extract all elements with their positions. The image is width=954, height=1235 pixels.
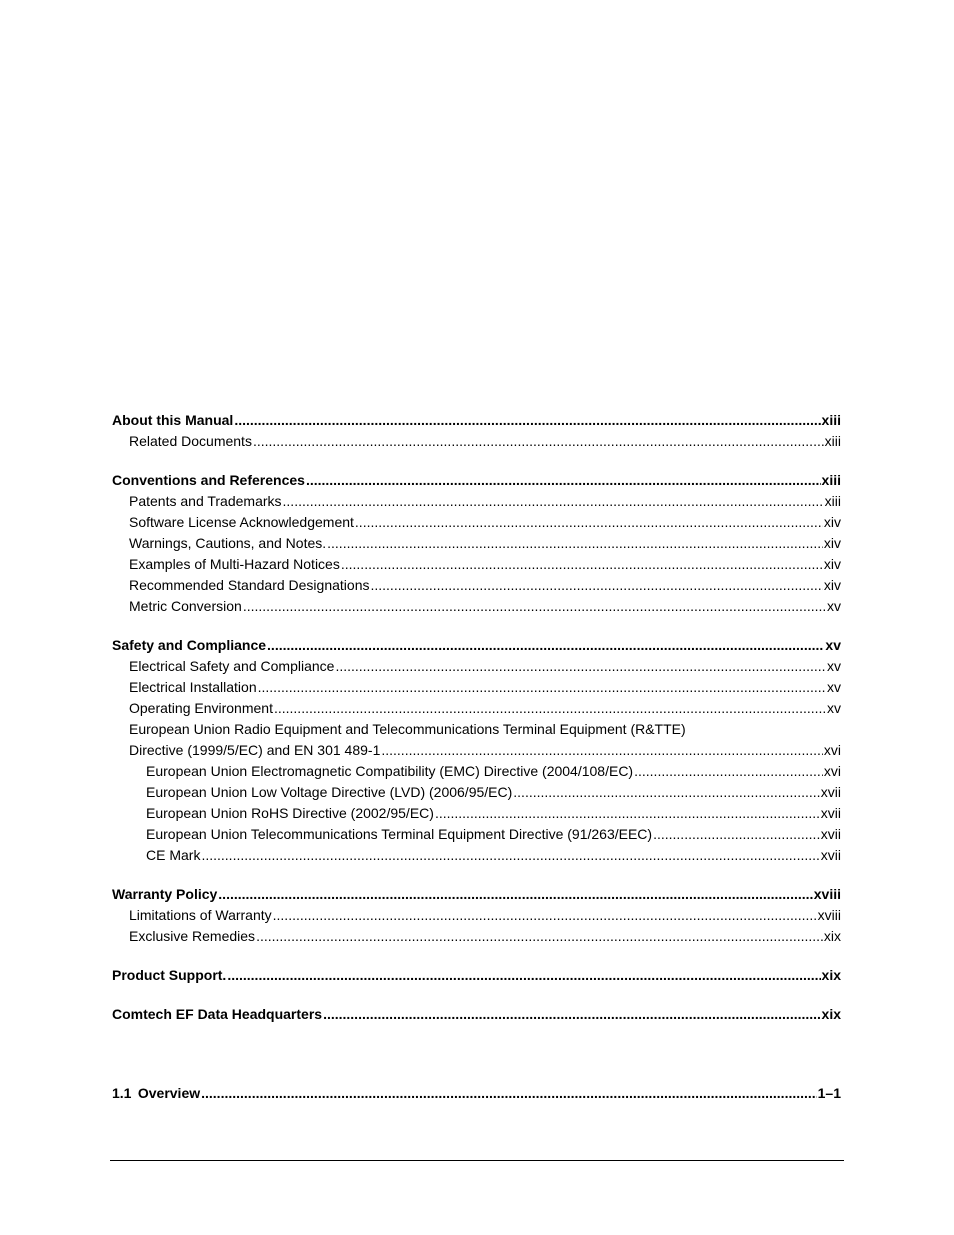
toc-entry-page: xv bbox=[827, 598, 841, 614]
dot-leader bbox=[381, 740, 823, 761]
toc-entry[interactable] bbox=[112, 761, 841, 782]
dot-leader bbox=[306, 470, 821, 491]
toc-entry-title: Examples of Multi-Hazard Notices bbox=[129, 556, 340, 572]
toc-entry-title: Electrical Installation bbox=[129, 679, 257, 695]
dot-leader bbox=[267, 635, 824, 656]
toc-entry[interactable] bbox=[112, 782, 841, 803]
table-of-contents bbox=[112, 410, 841, 1104]
toc-entry-title: Electrical Safety and Compliance bbox=[129, 658, 335, 674]
dot-leader bbox=[274, 698, 826, 719]
toc-entry-page: xiii bbox=[821, 412, 841, 428]
toc-entry-page: xix bbox=[821, 967, 841, 983]
toc-entry[interactable] bbox=[112, 740, 841, 761]
toc-entry-title: Conventions and References bbox=[112, 472, 305, 488]
toc-group-spacer bbox=[112, 947, 841, 965]
toc-entry-page: xiv bbox=[823, 577, 841, 593]
footer-rule bbox=[110, 1160, 844, 1161]
dot-leader bbox=[234, 410, 820, 431]
toc-group-spacer bbox=[112, 986, 841, 1004]
dot-leader bbox=[341, 554, 823, 575]
toc-group-spacer bbox=[112, 617, 841, 635]
dot-leader bbox=[256, 926, 823, 947]
dot-leader bbox=[513, 782, 819, 803]
toc-entry-page: xv bbox=[827, 679, 841, 695]
toc-entry-page: xv bbox=[827, 658, 841, 674]
toc-entry-title: Directive (1999/5/EC) and EN 301 489-1 bbox=[129, 742, 381, 758]
toc-entry-title: Operating Environment bbox=[129, 700, 273, 716]
toc-entry[interactable] bbox=[112, 575, 841, 596]
toc-entry-page: xvi bbox=[823, 742, 841, 758]
toc-entry-page: xiii bbox=[821, 472, 841, 488]
toc-entry[interactable] bbox=[112, 803, 841, 824]
dot-leader bbox=[218, 884, 812, 905]
toc-entry[interactable] bbox=[112, 698, 841, 719]
toc-entry[interactable] bbox=[112, 596, 841, 617]
dot-leader bbox=[435, 803, 820, 824]
toc-major-entry[interactable] bbox=[112, 470, 841, 491]
toc-entry-page: xiii bbox=[824, 493, 841, 509]
toc-entry-page: xvii bbox=[820, 826, 841, 842]
toc-entry-title: Patents and Trademarks bbox=[129, 493, 282, 509]
toc-entry-title: CE Mark bbox=[146, 847, 201, 863]
toc-major-entry[interactable] bbox=[112, 410, 841, 431]
toc-entry[interactable] bbox=[112, 677, 841, 698]
toc-entry-page: xvii bbox=[820, 805, 841, 821]
toc-entry-page: xvii bbox=[820, 847, 841, 863]
chapter-spacer bbox=[112, 1025, 841, 1083]
toc-entry-page: xvi bbox=[823, 763, 841, 779]
toc-group-spacer bbox=[112, 452, 841, 470]
toc-entry-title: European Union Low Voltage Directive (LVD) (2006/95/EC) bbox=[146, 784, 513, 800]
toc-entry-title: Warranty Policy bbox=[112, 886, 218, 902]
section-number: 1.1 bbox=[112, 1085, 132, 1101]
toc-entry[interactable] bbox=[112, 491, 841, 512]
toc-group-spacer bbox=[112, 866, 841, 884]
toc-chapter-section-entry[interactable] bbox=[112, 1083, 841, 1104]
toc-entry[interactable] bbox=[112, 845, 841, 866]
toc-major-entry[interactable] bbox=[112, 1004, 841, 1025]
toc-entry-title: Recommended Standard Designations bbox=[129, 577, 370, 593]
dot-leader bbox=[273, 905, 817, 926]
toc-entry[interactable] bbox=[112, 533, 841, 554]
toc-entry-page: xiv bbox=[823, 514, 841, 530]
toc-entry[interactable] bbox=[112, 656, 841, 677]
dot-leader bbox=[253, 431, 824, 452]
toc-entry-title: Warnings, Cautions, and Notes. bbox=[129, 535, 327, 551]
toc-major-entry[interactable] bbox=[112, 965, 841, 986]
toc-major-entry[interactable] bbox=[112, 635, 841, 656]
toc-entry[interactable] bbox=[112, 512, 841, 533]
toc-entry-title: Comtech EF Data Headquarters bbox=[112, 1006, 323, 1022]
toc-entry-title: Overview bbox=[137, 1085, 201, 1101]
toc-entry-title: Related Documents bbox=[129, 433, 252, 449]
toc-entry-page: xviii bbox=[813, 886, 841, 902]
toc-entry-page: xix bbox=[821, 1006, 841, 1022]
toc-entry-title: European Union RoHS Directive (2002/95/EC) bbox=[146, 805, 434, 821]
toc-entry-title: Metric Conversion bbox=[129, 598, 242, 614]
toc-entry[interactable] bbox=[112, 905, 841, 926]
toc-entry-title: European Union Radio Equipment and Telecommunications Terminal Equipment (R&TTE) bbox=[129, 721, 686, 737]
dot-leader bbox=[327, 533, 823, 554]
toc-entry-page: xiv bbox=[823, 535, 841, 551]
toc-entry[interactable] bbox=[112, 431, 841, 452]
toc-entry-page: xiv bbox=[823, 556, 841, 572]
toc-entry-title: Exclusive Remedies bbox=[129, 928, 256, 944]
dot-leader bbox=[370, 575, 822, 596]
toc-entry-page: xviii bbox=[817, 907, 841, 923]
toc-entry-page: xvii bbox=[820, 784, 841, 800]
dot-leader bbox=[653, 824, 820, 845]
dot-leader bbox=[227, 965, 820, 986]
toc-entry-wrapped-line[interactable] bbox=[112, 719, 841, 740]
toc-major-entry[interactable] bbox=[112, 884, 841, 905]
dot-leader bbox=[243, 596, 826, 617]
toc-entry-title: Safety and Compliance bbox=[112, 637, 267, 653]
dot-leader bbox=[201, 845, 819, 866]
toc-entry-title: Limitations of Warranty bbox=[129, 907, 272, 923]
dot-leader bbox=[283, 491, 824, 512]
toc-entry-title: Product Support. bbox=[112, 967, 227, 983]
toc-entry-page: xv bbox=[827, 700, 841, 716]
dot-leader bbox=[634, 761, 823, 782]
dot-leader bbox=[335, 656, 826, 677]
toc-entry[interactable] bbox=[112, 824, 841, 845]
dot-leader bbox=[258, 677, 826, 698]
dot-leader bbox=[201, 1083, 817, 1104]
toc-entry-title: About this Manual bbox=[112, 412, 234, 428]
toc-entry-page: 1–1 bbox=[817, 1085, 841, 1101]
dot-leader bbox=[323, 1004, 820, 1025]
dot-leader bbox=[355, 512, 823, 533]
toc-entry-title: European Union Telecommunications Terminal Equipment Directive (91/263/EEC) bbox=[146, 826, 653, 842]
toc-entry-page: xix bbox=[823, 928, 841, 944]
toc-entry-page: xv bbox=[825, 637, 841, 653]
toc-entry-title: European Union Electromagnetic Compatibility (EMC) Directive (2004/108/EC) bbox=[146, 763, 634, 779]
toc-entry[interactable] bbox=[112, 926, 841, 947]
toc-entry-title: Software License Acknowledgement bbox=[129, 514, 354, 530]
toc-entry[interactable] bbox=[112, 554, 841, 575]
toc-entry-page: xiii bbox=[824, 433, 841, 449]
